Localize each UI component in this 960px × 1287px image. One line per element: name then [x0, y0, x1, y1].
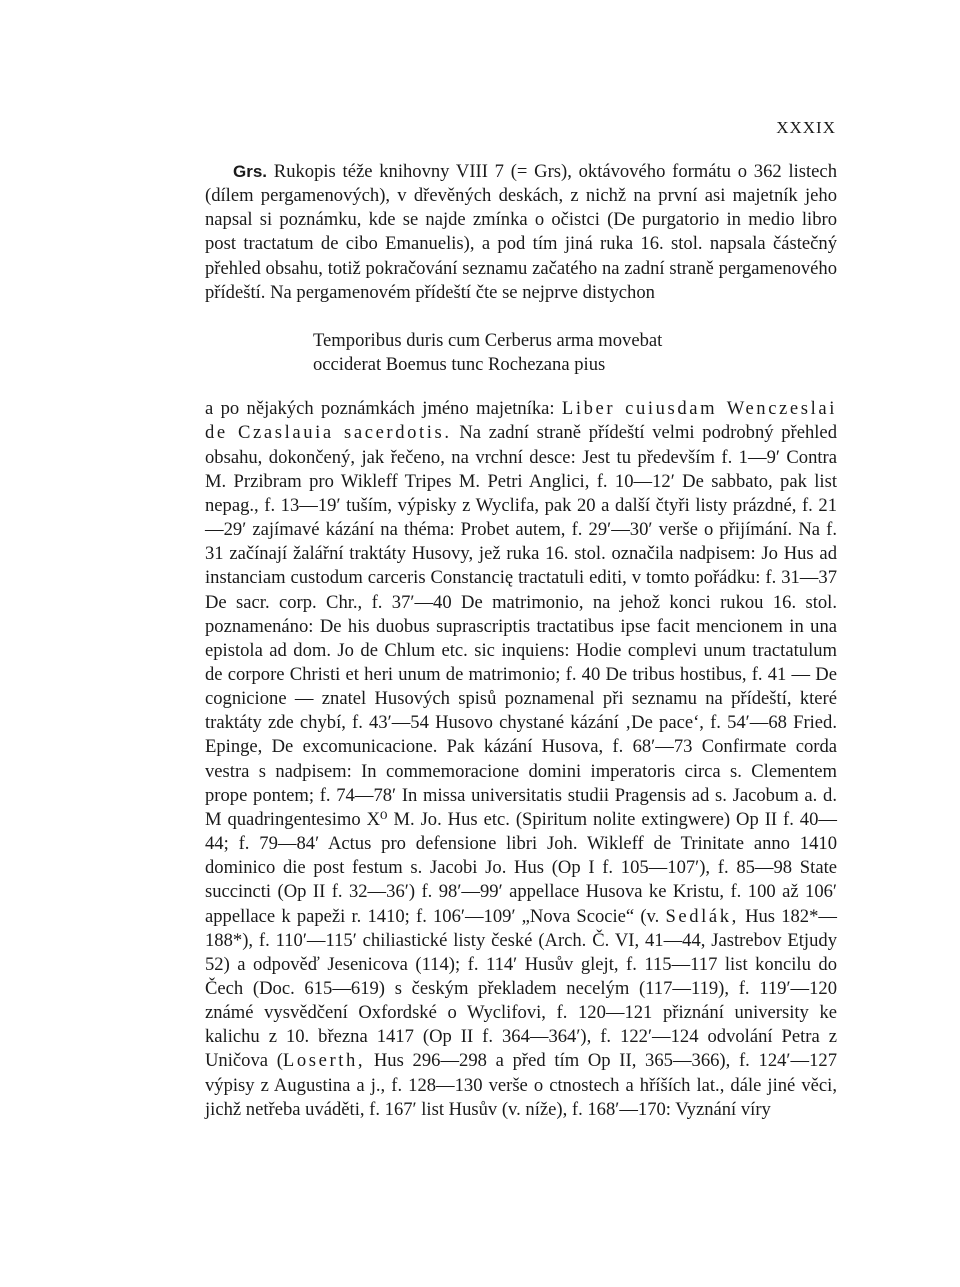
manuscript-siglum: Grs.: [233, 162, 268, 181]
distich-verse: [313, 329, 837, 377]
verse-line-2: occiderat Boemus tunc Rochezana pius: [313, 354, 606, 376]
owner-name: Liber cuiusdam Wenczeslai de Czaslauia sacerdotis.: [205, 398, 837, 444]
contents-text-b: Na zadní straně přídeští velmi podrobný přehled obsahu, dokončený, jak řečeno, na vrchní desce: Jest tu především f. 1—9′ Contra M. Przibram pro Wikleff Tripes M. Petri Anglici, f. 10—12′ De sabbato, pak list nepag., f. 13—19′ tuším, výpisky z Wyclifa, pak 20 a další čtyři listy prázdné, f. 21—29′ zajímavé kázání na théma: Probet autem, f. 29′—30′ verše o přijímání. Na f. 31 začínají žalářní traktáty Husovy, jež ruka 16. stol. označila nadpisem: Jo Hus ad instanciam custodum carceris Constancię tractatuli editi, v tomto pořádku: f. 31—37 De sacr. corp. Chr., f. 37′—40 De matrimonio, na jehož konci rukou 16. stol. poznamenáno: De his duobus suprascriptis tractatibus ipse facit mencionem in una epistola ad dom. Jo de Chlum etc. sic inquiens: Hodie complevi unum tractatulum de corpore Christi et heri unum de matrimonio; f. 40 De tribus hostibus, f. 41 — De cognicione — znatel Husových spisů poznamenal při seznamu na přídeští, které traktáty zde chybí, f. 43′—54 Husovo chystané kázání ‚De pace‘, f. 54′—68 Fried. Epinge, De excomunicacione. Pak kázání Husova, f. 68′—73 Confirmate corda vestra s nadpisem: In commemoracione domini imperatoris circa s. Clementem prope pontem; f. 74—78′ In missa universitatis studii Pragensis ad s. Jacobum a. d. M quadringentesimo X⁰ M. Jo. Hus etc. (Spiritum nolite extingwere) Op II f. 40—44; f. 79—84′ Actus pro defensione libri Joh. Wikleff de Trinitate anno 1410 dominico die post festum s. Jacobi Jo. Hus (Op I f. 105—107′), f. 85—98 State succincti (Op II f. 32—36′) f. 98′—99′ appellace Husova ke Kristu, f. 100 až 106′ appellace k papeži r. 1410; f. 106′—109′ „Nova Scocie“ (v.: [205, 422, 837, 927]
paragraph-grs: [205, 160, 837, 305]
body-text: [205, 160, 837, 1122]
author-sedlak: Sedlák,: [665, 905, 739, 927]
contents-text-a: a po nějakých poznámkách jméno majetníka:: [205, 398, 562, 420]
author-loserth: Loserth,: [282, 1050, 366, 1072]
paragraph-contents: [205, 397, 837, 1122]
page-number: XXXIX: [776, 118, 836, 137]
contents-text-d: Hus 296—298 a před tím Op II, 365—366), f. 124′—127 výpisy z Augustina a j., f. 128—130 verše o ctnostech a hříších lat., dále jiné věci, jichž netřeba uváděti, f. 167′ list Husův (v. níže), f. 168′—170: Vyznání víry: [205, 1050, 837, 1120]
verse-line-1: Temporibus duris cum Cerberus arma movebat: [313, 329, 663, 351]
paragraph-grs-text: Rukopis téže knihovny VIII 7 (= Grs), oktávového formátu o 362 listech (dílem pergamenových), v dřevěných deskách, z nichž na první asi majetník jeho napsal si poznámku, kde se najde zmínka o očistci (De purgatorio in medio libro post tractatum de cibo Emanuelis), a pod tím jiná ruka 16. stol. napsala částečný přehled obsahu, totiž pokračování seznamu začatého na zadní straně pergamenového přídeští. Na pergamenovém přídeští čte se nejprve distychon: [205, 161, 837, 303]
contents-text-c: Hus 182*—188*), f. 110′—115′ chiliastické listy české (Arch. Č. VI, 41—44, Jastrebov Etjudy 52) a odpověď Jesenicova (114); f. 114′ Husův glejt, f. 115—117 list koncilu do Čech (Doc. 615—619) s českým překladem necelým (117—119), f. 119′—120 známé vysvědčení Oxfordské o Wyclifovi, f. 120—121 přiznání university ke kalichu z 10. března 1417 (Op II f. 364—364′), f. 122′—124 odvolání Petra z Uničova (: [205, 905, 837, 1072]
